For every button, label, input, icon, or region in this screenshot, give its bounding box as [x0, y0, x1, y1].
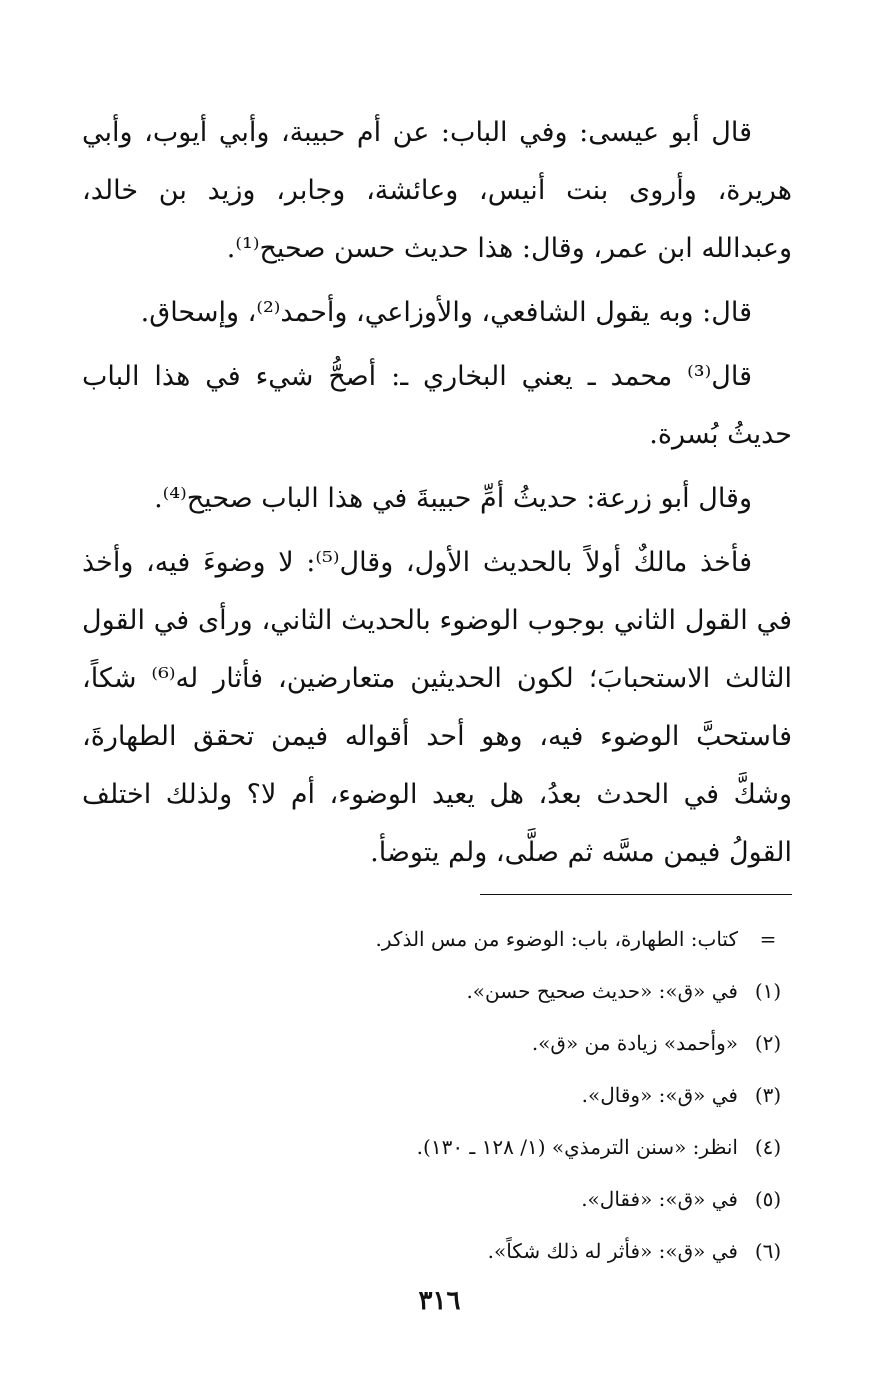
footnote-number: (٤)	[754, 1135, 782, 1159]
footnote-divider	[480, 894, 792, 895]
footnote-number: =	[759, 927, 777, 951]
footnote-number: (١)	[754, 979, 782, 1003]
footnote-text: «وأحمد» زيادة من «ق».	[531, 1031, 738, 1055]
footnote	[120, 913, 792, 965]
footnotes	[120, 913, 792, 1277]
paragraph: قال أبو عيسى: وفي الباب: عن أم حبيبة، وأبي أيوب، وأبي هريرة، وأروى بنت أنيس، وعائشة، وجابر، وزيد بن خالد، وعبدالله ابن عمر، وقال: هذا حديث حسن صحيح⁽¹⁾.	[82, 117, 792, 264]
footnote	[120, 1225, 792, 1277]
footnote	[120, 1017, 792, 1069]
main-text	[82, 104, 792, 882]
footnote-text: كتاب: الطهارة، باب: الوضوء من مس الذكر.	[375, 927, 738, 951]
footnote-number: (٢)	[754, 1031, 782, 1055]
paragraph: وقال أبو زرعة: حديثُ أمِّ حبيبةَ في هذا الباب صحيح⁽⁴⁾.	[154, 483, 752, 514]
footnote-text: في «ق»: «فأثر له ذلك شكاً».	[487, 1239, 738, 1263]
footnote-text: في «ق»: «وقال».	[581, 1083, 738, 1107]
footnote-text: في «ق»: «فقال».	[581, 1187, 738, 1211]
footnote	[120, 1069, 792, 1121]
footnote	[120, 1121, 792, 1173]
footnote-text: في «ق»: «حديث صحيح حسن».	[466, 979, 738, 1003]
footnote	[120, 965, 792, 1017]
footnote-number: (٦)	[754, 1239, 782, 1263]
page-number: ٣١٦	[418, 1286, 461, 1316]
paragraph: فأخذ مالكٌ أولاً بالحديث الأول، وقال⁽⁵⁾: لا وضوءَ فيه، وأخذ في القول الثاني بوجوب الوضوء بالحديث الثاني، ورأى في القول الثالث الاستحبابَ؛ لكون الحديثين متعارضين، فأثار له⁽⁶⁾ شكاً، فاستحبَّ الوضوء فيه، وهو أحد أقواله فيمن تحقق الطهارةَ، وشكَّ في الحدث بعدُ، هل يعيد الوضوء، أم لا؟ ولذلك اختلف القولُ فيمن مسَّه ثم صلَّى، ولم يتوضأ.	[82, 547, 792, 868]
paragraph: قال⁽³⁾ محمد ـ يعني البخاري ـ: أصحُّ شيء في هذا الباب حديثُ بُسرة.	[82, 361, 792, 450]
footnote-text: انظر: «سنن الترمذي» (١/ ١٢٨ ـ ١٣٠).	[416, 1135, 738, 1159]
footnote-number: (٥)	[754, 1187, 782, 1211]
paragraph: قال: وبه يقول الشافعي، والأوزاعي، وأحمد⁽²⁾، وإسحاق.	[140, 297, 752, 328]
footnote-number: (٣)	[754, 1083, 782, 1107]
footnote	[120, 1173, 792, 1225]
